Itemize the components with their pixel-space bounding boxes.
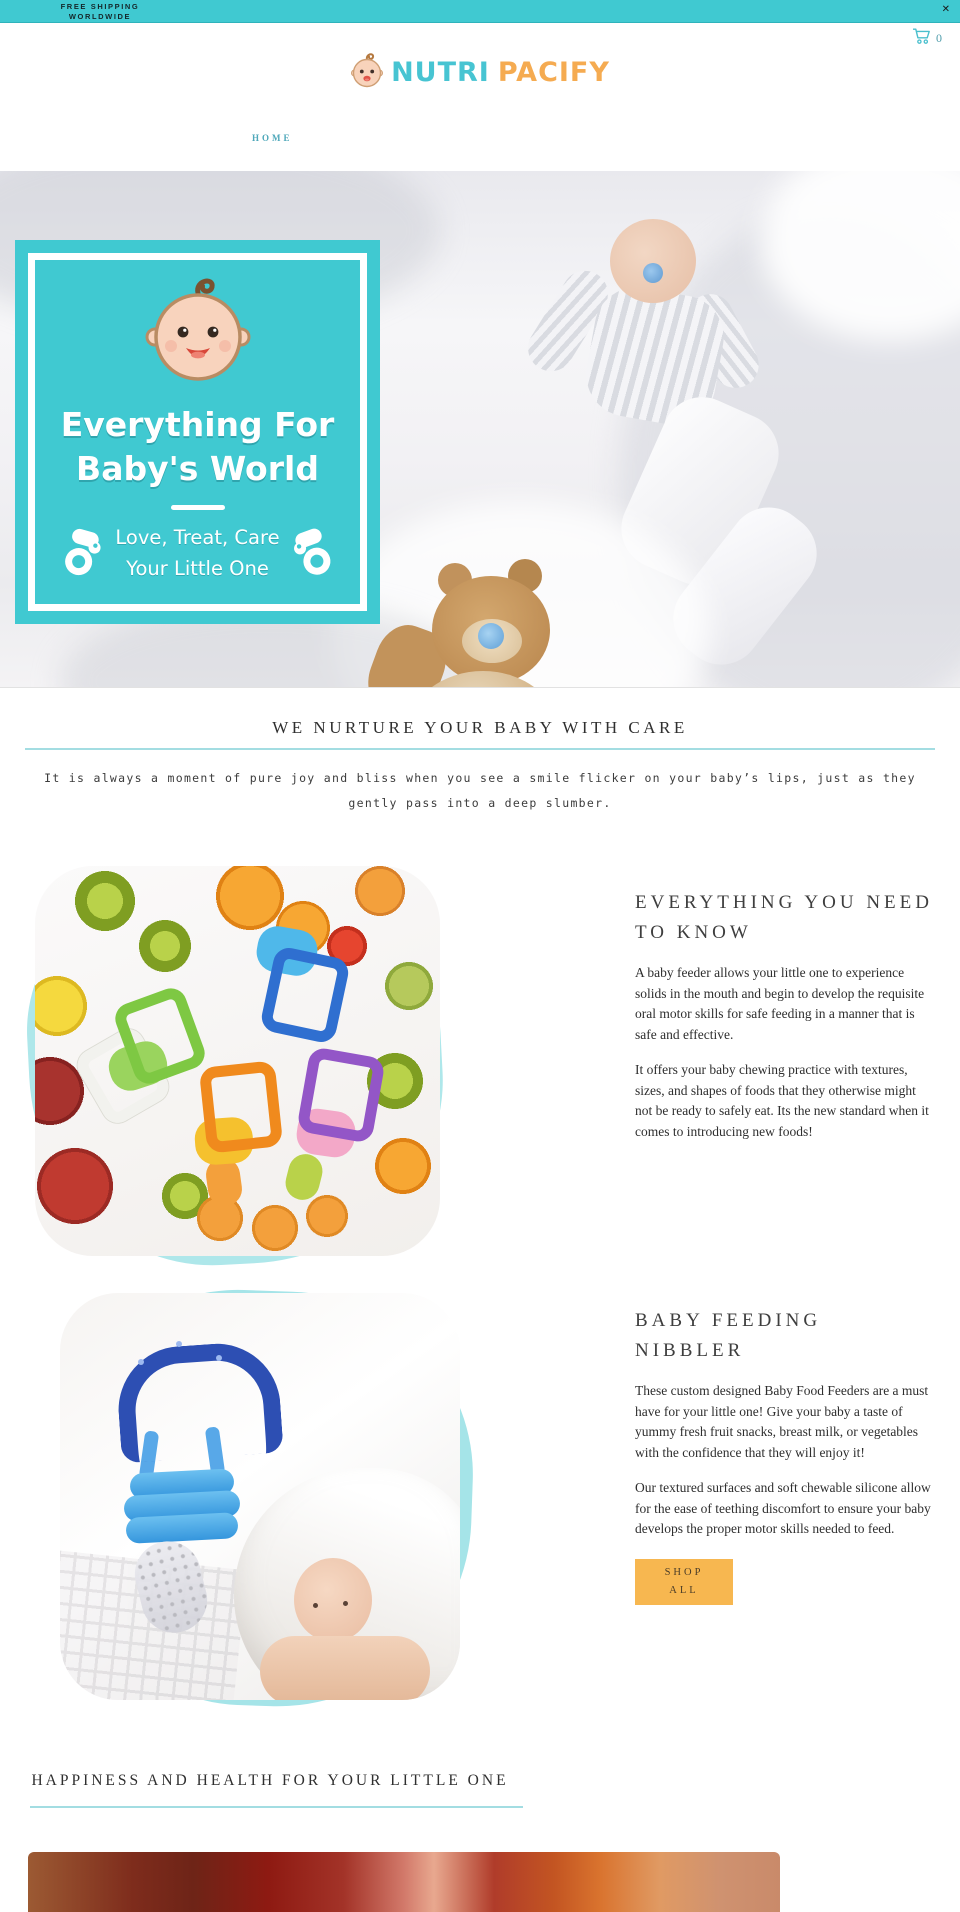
feeder-shape bbox=[259, 945, 351, 1045]
nibbler-photo bbox=[60, 1293, 460, 1700]
nav-home-link[interactable]: HOME bbox=[252, 133, 293, 143]
hero-banner-frame bbox=[28, 253, 367, 611]
fruit-feeder-image bbox=[35, 866, 440, 1256]
section-everything-you-need bbox=[25, 866, 935, 1256]
feeder-shape bbox=[199, 1060, 284, 1153]
banner-baby-face-icon bbox=[142, 274, 254, 391]
banner-title-line2: Baby's World bbox=[76, 449, 319, 488]
banner-subtitle-line1: Love, Treat, Care bbox=[115, 526, 280, 549]
section-baby-feeding-nibbler bbox=[25, 1293, 935, 1700]
page-content bbox=[25, 688, 935, 1912]
cart-icon bbox=[912, 27, 932, 50]
nibbler-star-dot bbox=[176, 1341, 182, 1347]
section-paragraph: Our textured surfaces and soft chewable silicone allow for the ease of teething discomfort to ensure your baby develops the proper motor skills needed to feed. bbox=[635, 1480, 931, 1536]
bottom-photo bbox=[28, 1852, 780, 1912]
happiness-divider bbox=[30, 1806, 523, 1808]
section-paragraph: These custom designed Baby Food Feeders are a must have for your little one! Give your baby a taste of yummy fresh fruit snacks, breast milk, or vegetables with the confidence that they will enjoy it! bbox=[635, 1383, 929, 1460]
intro-divider bbox=[25, 748, 935, 750]
section-heading: BABY FEEDING NIBBLER bbox=[635, 1310, 822, 1361]
announcement-bar bbox=[0, 0, 960, 23]
section-heading: EVERYTHING YOU NEED TO KNOW bbox=[635, 892, 933, 943]
hero-baby-pacifier bbox=[643, 263, 663, 283]
brand-baby-icon bbox=[350, 51, 384, 94]
brand-logo[interactable] bbox=[0, 51, 960, 94]
feeder-shape bbox=[296, 1046, 386, 1144]
brand-second-word: PACIFY bbox=[497, 57, 610, 88]
nibbler-image bbox=[60, 1293, 460, 1700]
section-paragraph: It offers your baby chewing practice with textures, sizes, and shapes of foods that they otherwise might not be ready to safely eat. Its the new standard when it comes to introducing new foods! bbox=[635, 1062, 929, 1139]
section-text-column bbox=[635, 866, 935, 1256]
brand-first-word: NUTRI bbox=[391, 57, 490, 88]
close-icon[interactable]: ✕ bbox=[941, 4, 950, 15]
banner-subtitle-line2: Your Little One bbox=[126, 557, 269, 580]
section-text-column bbox=[635, 1293, 935, 1700]
banner-divider bbox=[171, 505, 225, 510]
intro-body-text: It is always a moment of pure joy and bliss when you see a smile flicker on your baby’s lips, just as they gently pass into a deep slumber. bbox=[44, 771, 916, 810]
banner-title bbox=[61, 403, 335, 491]
banner-subtitle-row bbox=[61, 522, 333, 584]
hero-banner bbox=[15, 240, 380, 624]
nibbler-star-dot bbox=[138, 1359, 144, 1365]
baby-eye bbox=[343, 1601, 348, 1606]
nibbler-ring bbox=[125, 1512, 238, 1544]
hero-teddy-pacifier bbox=[478, 623, 504, 649]
announcement-text: FREE SHIPPING WORLDWIDE bbox=[60, 2, 140, 21]
nibbler-star-dot bbox=[216, 1355, 222, 1361]
site-header bbox=[0, 23, 960, 171]
cart-count: 0 bbox=[936, 31, 942, 45]
happiness-section bbox=[25, 1768, 935, 1912]
cart-button[interactable] bbox=[912, 27, 942, 50]
baby-face bbox=[294, 1558, 372, 1642]
fruit-feeder-photo bbox=[35, 866, 440, 1256]
brand-wordmark bbox=[391, 57, 610, 88]
intro-heading: WE NURTURE YOUR BABY WITH CARE bbox=[272, 718, 688, 737]
baby-eye bbox=[313, 1603, 318, 1608]
banner-title-line1: Everything For bbox=[60, 405, 335, 444]
hero-baby-head bbox=[610, 219, 696, 303]
baby-shoulder bbox=[260, 1636, 430, 1700]
intro-section bbox=[25, 688, 935, 816]
hero-section bbox=[0, 171, 960, 688]
feeder-shape bbox=[282, 1151, 326, 1204]
shop-all-button[interactable]: SHOP ALL bbox=[635, 1559, 733, 1605]
section-paragraph: A baby feeder allows your little one to experience solids in the mouth and begin to develop the requisite oral motor skills for safe feeding in a manner that is safe and effective. bbox=[635, 965, 925, 1042]
main-nav bbox=[252, 128, 293, 146]
happiness-heading: HAPPINESS AND HEALTH FOR YOUR LITTLE ONE bbox=[31, 1772, 509, 1789]
pacifier-left-icon bbox=[54, 521, 116, 586]
pacifier-right-icon bbox=[281, 522, 341, 585]
banner-subtitle bbox=[115, 522, 279, 584]
